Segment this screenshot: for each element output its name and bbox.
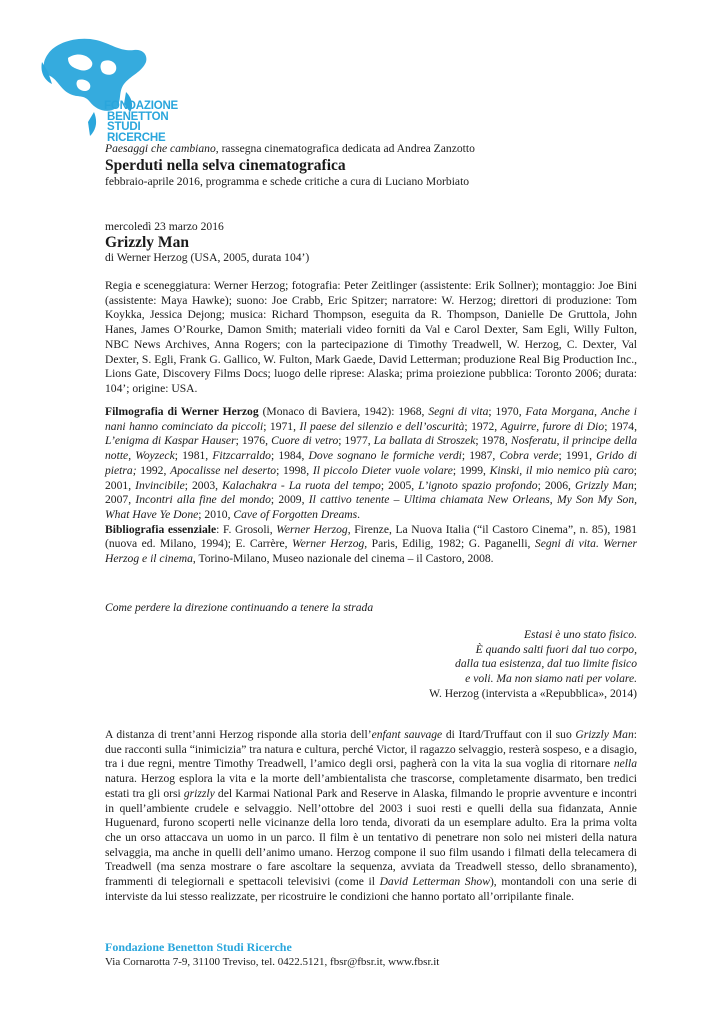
essay-emphasis: nella <box>613 757 637 771</box>
filmography-separator: ; 2001, <box>105 463 637 492</box>
filmography-separator: ; 2006, <box>537 478 575 492</box>
bibliography-text: : F. Grosoli, <box>216 522 277 536</box>
essay-heading-text: Come perdere la direzione continuando a tenere la strada <box>105 601 374 614</box>
filmography-film-title: Aguirre, furore di Dio <box>500 419 605 433</box>
filmography-separator: ; 1976, <box>235 434 272 448</box>
filmography-separator: ; 1984, <box>270 449 309 463</box>
filmography-separator: ; 1972, <box>464 419 501 433</box>
filmography-separator: ; 1999, <box>452 463 490 477</box>
logo-line-1: FONDAZIONE <box>104 100 179 112</box>
logo-wordmark <box>104 101 198 143</box>
filmography-film-title: Cobra verde <box>499 449 559 463</box>
essay-text: di Itard/Truffaut con il suo <box>442 728 576 741</box>
filmography-film-title: Il cattivo tenente – Ultima chiamata New Orleans <box>308 493 550 507</box>
filmography-separator: , <box>128 449 136 463</box>
essay-heading <box>105 601 637 616</box>
filmography-separator: ; 2007, <box>105 478 637 507</box>
filmography-film-title: Cave of Forgotten Dreams <box>233 507 358 521</box>
filmography-film-title: Grizzly Man <box>574 478 634 492</box>
epigraph-line: dalla tua esistenza, dal tuo limite fisico <box>455 657 637 671</box>
filmography-label: Filmografia di Werner Herzog <box>105 405 259 418</box>
filmography-separator: ; 1971, <box>263 419 300 433</box>
epigraph <box>429 628 637 702</box>
essay-text: del Karmai National Park and Reserve in Alaska, filmando le proprie avventure e incontri in quell’ambiente crudele e selvaggio. Nell’ottobre del 2003 i suoi resti e quelli della sua fidanzata, Annie Huguenard, furono scoperti nelle vicinanze della loro tenda, divorati da un esemplare adulto. Era la prima volta che un orso attaccava un uomo in un parco. Il film è un tentativo di penetrare non solo nei misteri della natura selvaggia, ma anche in quelli dell’animo umano. Herzog compone il suo film usando i filmati della telecamera di Treadwell (ma senza mostrare o fare ascoltare la sequenza, avviata da Treadwell stesso, dello sbranamento), frammenti di telegiornali e spettacoli televisivi (come il <box>105 786 637 889</box>
logo-line-3: STUDI RICERCHE <box>107 121 166 144</box>
filmography <box>105 405 637 567</box>
essay-text: A distanza di trent’anni Herzog risponde alla storia dell’ <box>105 728 372 741</box>
epigraph-line: È quando salti fuori dal tuo corpo, <box>475 642 637 656</box>
filmography-separator: ; 1981, <box>174 449 213 463</box>
filmography-separator: ; 1978, <box>475 434 511 448</box>
series-title: Paesaggi che cambiano <box>105 142 216 155</box>
series-line <box>105 142 637 157</box>
epigraph-line: e voli. Ma non siamo nati per volare. <box>465 672 637 686</box>
film-director-line: di Werner Herzog (USA, 2005, durata 104’) <box>105 251 310 264</box>
filmography-intro: (Monaco di Baviera, 1942): 1968, <box>258 405 429 418</box>
filmography-film-title: Fata Morgana <box>525 405 595 418</box>
filmography-separator: ; 2003, <box>184 478 223 492</box>
fondazione-logo <box>38 32 198 144</box>
essay-body <box>105 728 637 904</box>
essay-emphasis: enfant sauvage <box>371 728 443 741</box>
filmography-film-title: Fitzcarraldo <box>212 449 271 463</box>
filmography-separator: ; 1998, <box>276 463 313 477</box>
filmography-separator: ; 1970, <box>488 405 526 418</box>
footer-organization: Fondazione Benetton Studi Ricerche <box>105 940 292 954</box>
essay-text: ), montandoli con una serie di interviste da lui stesso realizzate, per ricostruire le condizioni che hanno portato all’orripilante finale. <box>105 875 637 903</box>
filmography-separator: ; 2009, <box>270 493 309 507</box>
filmography-separator: ; 1987, <box>461 449 500 463</box>
program-line: febbraio-aprile 2016, programma e schede critiche a cura di Luciano Morbiato <box>105 175 470 188</box>
filmography-film-title: Apocalisse nel deserto <box>170 463 277 477</box>
filmography-film-title: Kalachakra - La ruota del tempo <box>222 478 381 492</box>
filmography-film-title: Kinski, il mio nemico più caro <box>489 463 634 477</box>
filmography-separator: ; 2005, <box>380 478 419 492</box>
essay-emphasis: David Letterman Show <box>379 875 490 889</box>
filmography-separator: ; 1991, <box>558 449 597 463</box>
bibliography-label: Bibliografia essenziale <box>105 522 217 536</box>
filmography-film-title: Anche i nani hanno cominciato da piccoli <box>105 405 638 433</box>
bibliography-text: , Paris, Edilig, 1982; G. Paganelli, <box>364 537 535 551</box>
filmography-separator: ; 1974, <box>604 419 637 433</box>
filmography-film-title: Nosferatu, il principe della notte <box>105 434 638 463</box>
filmography-separator: 1992, <box>136 463 171 477</box>
filmography-separator: ; 1977, <box>338 434 374 448</box>
essay-text: : due racconti sulla “inimicizia” tra natura e cultura, perché Victor, il ragazzo selvaggio, resterà sospeso, e a disagio, tra i due regni, mentre Timothy Treadwell, l’amico degli orsi, pagherà con la vita la sua voglia di ritornare <box>105 728 638 771</box>
screening-date: mercoledì 23 marzo 2016 <box>105 220 224 233</box>
filmography-film-title: My Son My Son, What Have Ye Done <box>105 493 638 521</box>
filmography-film-title: Cuore di vetro <box>271 434 339 448</box>
filmography-film-title: Segni di vita <box>428 405 489 418</box>
logo-line-2: BENETTON <box>107 110 169 123</box>
filmography-separator: . <box>357 507 361 521</box>
filmography-separator: ; 2010, <box>198 507 234 521</box>
essay-emphasis: Grizzly Man <box>575 728 634 741</box>
epigraph-source: W. Herzog (intervista a «Repubblica», 2014) <box>429 686 637 700</box>
film-title: Grizzly Man <box>105 234 189 251</box>
filmography-film-title: Il paese del silenzio e dell’oscurità <box>299 419 465 433</box>
filmography-film-title: Dove sognano le formiche verdi <box>308 449 462 463</box>
filmography-separator: , <box>594 405 601 418</box>
rassegna-title: Sperduti nella selva cinematografica <box>105 157 346 174</box>
bibliography-book-title: Segni di vita. Werner Herzog e il cinema <box>105 537 638 566</box>
filmography-film-title: Invincibile <box>135 478 185 492</box>
essay-emphasis: grizzly <box>183 786 215 800</box>
filmography-film-title: L’ignoto spazio profondo <box>418 478 538 492</box>
essay-text: natura. Herzog esplora la vita e la morte dell’ambientalista che trascorse, completamente disarmato, ben tredici estati tra gli orsi <box>105 772 637 800</box>
bibliography-text: , Torino-Milano, Museo nazionale del cinema – il Castoro, 2008. <box>192 552 494 566</box>
bibliography-text: , Firenze, La Nuova Italia (“il Castoro Cinema”, n. 85), 1981 (nuova ed. Milano, 1994); E. Carrère, <box>105 522 638 551</box>
filmography-list <box>105 405 637 521</box>
bibliography-book-title: Werner Herzog <box>292 537 365 551</box>
bibliography-book-title: Werner Herzog <box>276 522 348 536</box>
filmography-film-title: La ballata di Stroszek <box>373 434 476 448</box>
footer-address: Via Cornarotta 7-9, 31100 Treviso, tel. 0422.5121, fbsr@fbsr.it, www.fbsr.it <box>105 956 440 968</box>
filmography-film-title: Il piccolo Dieter vuole volare <box>312 463 453 477</box>
filmography-film-title: Grido di pietra; <box>105 449 637 477</box>
filmography-film-title: Incontri alla fine del mondo <box>135 493 271 507</box>
filmography-film-title: Woyzeck <box>135 449 175 463</box>
filmography-film-title: L’enigma di Kaspar Hauser <box>105 434 236 448</box>
film-credits: Regia e sceneggiatura: Werner Herzog; fotografia: Peter Zeitlinger (assistente: Erik Sollner); montaggio: Joe Bini (assistente: Maya Hawke); suono: Joe Crabb, Eric Spitzer; narratore: W. Herzog; direttori di produzione: Tom Koykka, Jessica Dejong; musica: Richard Thompson, eseguita da R. Thompson, Danielle De Gruttola, John Hanes, James O’Rourke, Damon Smith; materiali video forniti da Val e Carol Dexter, Sam Egli, Willy Fulton, NBC News Archives, Anna Rogers; con la partecipazione di Timothy Treadwell, W. Herzog, C. Dexter, Val Dexter, S. Egli, Frank G. Gallico, W. Fulton, Mark Gaede, David Letterman; produzione Real Big Production Inc., Lions Gate, Discovery Films Docs; luogo delle riprese: Alaska; prima proiezione pubblica: Toronto 2006; durata: 104’; origine: USA. <box>105 279 637 395</box>
epigraph-line: Estasi è uno stato fisico. <box>523 628 637 641</box>
filmography-separator: , <box>549 493 557 507</box>
series-subtitle: , rassegna cinematografica dedicata ad Andrea Zanzotto <box>215 142 475 155</box>
